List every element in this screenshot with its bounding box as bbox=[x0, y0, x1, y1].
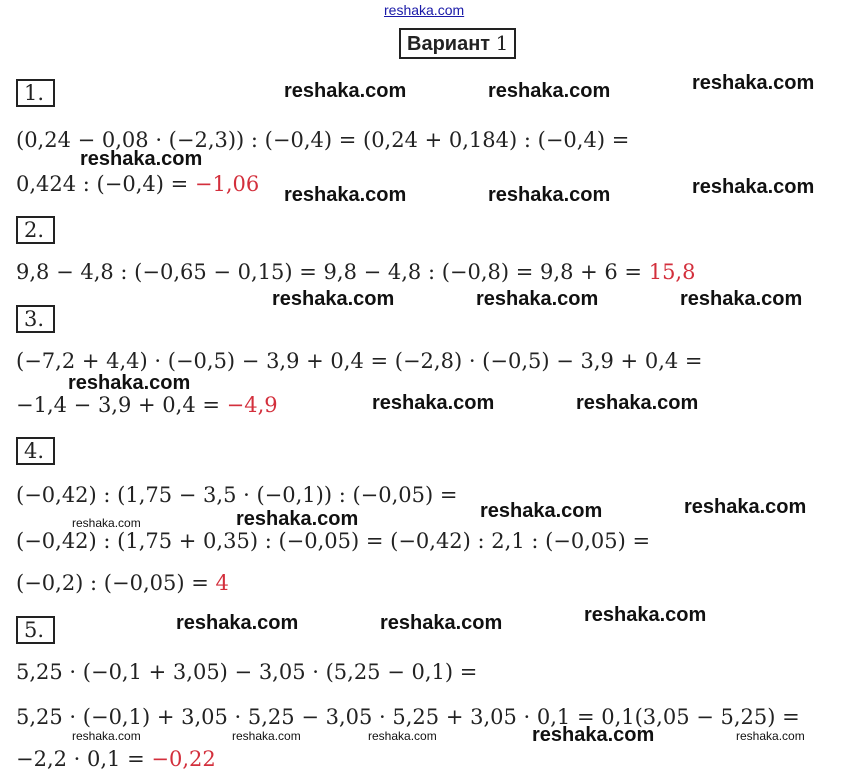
watermark: reshaka.com bbox=[736, 729, 805, 743]
task-5-line-1 bbox=[16, 659, 477, 685]
expression: (0,24 − 0,08 · (−2,3)) : (−0,4) = (0,24 + 0,184) : (−0,4) = bbox=[16, 128, 630, 152]
task-4-line-1 bbox=[16, 482, 458, 508]
variant-label: Вариант bbox=[407, 33, 491, 55]
answer: 4 bbox=[215, 571, 229, 595]
watermark: reshaka.com bbox=[72, 516, 141, 530]
variant-number: 1 bbox=[495, 31, 509, 55]
watermark: reshaka.com bbox=[284, 80, 407, 102]
watermark: reshaka.com bbox=[272, 288, 395, 310]
watermark: reshaka.com bbox=[372, 392, 495, 414]
watermark: reshaka.com bbox=[284, 184, 407, 206]
watermark: reshaka.com bbox=[488, 184, 611, 206]
task-5-line-3 bbox=[16, 746, 216, 772]
watermark: reshaka.com bbox=[584, 604, 707, 626]
expression: 9,8 − 4,8 : (−0,65 − 0,15) = 9,8 − 4,8 : (−0,8) = 9,8 + 6 = bbox=[16, 260, 649, 284]
variant-title bbox=[399, 28, 516, 59]
task-number-5: 5. bbox=[16, 616, 55, 644]
expression: (−7,2 + 4,4) · (−0,5) − 3,9 + 0,4 = (−2,8) · (−0,5) − 3,9 + 0,4 = bbox=[16, 349, 703, 373]
task-4-line-2 bbox=[16, 528, 650, 554]
expression: (−0,42) : (1,75 − 3,5 · (−0,1)) : (−0,05) = bbox=[16, 483, 458, 507]
task-1-line-2 bbox=[16, 171, 259, 197]
task-5-line-2 bbox=[16, 704, 800, 730]
task-2-line-1 bbox=[16, 259, 695, 285]
watermark: reshaka.com bbox=[480, 500, 603, 522]
task-number-1: 1. bbox=[16, 79, 55, 107]
watermark: reshaka.com bbox=[380, 612, 503, 634]
watermark: reshaka.com bbox=[368, 729, 437, 743]
expression: (−0,42) : (1,75 + 0,35) : (−0,05) = (−0,42) : 2,1 : (−0,05) = bbox=[16, 529, 651, 553]
watermark: reshaka.com bbox=[72, 729, 141, 743]
watermark: reshaka.com bbox=[684, 496, 807, 518]
watermark: reshaka.com bbox=[488, 80, 611, 102]
answer: −4,9 bbox=[226, 393, 278, 417]
expression: 0,424 : (−0,4) = bbox=[16, 172, 195, 196]
task-3-line-2 bbox=[16, 392, 278, 418]
watermark: reshaka.com bbox=[692, 176, 815, 198]
watermark: reshaka.com bbox=[532, 724, 655, 746]
watermark: reshaka.com bbox=[232, 729, 301, 743]
expression: 5,25 · (−0,1 + 3,05) − 3,05 · (5,25 − 0,1) = bbox=[16, 660, 478, 684]
watermark: reshaka.com bbox=[80, 148, 203, 170]
expression: 5,25 · (−0,1) + 3,05 · 5,25 − 3,05 · 5,25 + 3,05 · 0,1 = 0,1(3,05 − 5,25) = bbox=[16, 705, 800, 729]
task-number-2: 2. bbox=[16, 216, 55, 244]
answer: −0,22 bbox=[151, 747, 216, 771]
task-number-3: 3. bbox=[16, 305, 55, 333]
watermark: reshaka.com bbox=[692, 72, 815, 94]
expression: −1,4 − 3,9 + 0,4 = bbox=[16, 393, 227, 417]
watermark: reshaka.com bbox=[68, 372, 191, 394]
task-3-line-1 bbox=[16, 348, 703, 374]
watermark: reshaka.com bbox=[236, 508, 359, 530]
watermark: reshaka.com bbox=[176, 612, 299, 634]
watermark: reshaka.com bbox=[576, 392, 699, 414]
watermark: reshaka.com bbox=[476, 288, 599, 310]
answer: −1,06 bbox=[194, 172, 260, 196]
task-4-line-3 bbox=[16, 570, 229, 596]
expression: (−0,2) : (−0,05) = bbox=[16, 571, 216, 595]
expression: −2,2 · 0,1 = bbox=[16, 747, 152, 771]
answer: 15,8 bbox=[648, 260, 696, 284]
site-link[interactable]: reshaka.com bbox=[384, 2, 465, 18]
watermark: reshaka.com bbox=[680, 288, 803, 310]
task-number-4: 4. bbox=[16, 437, 55, 465]
